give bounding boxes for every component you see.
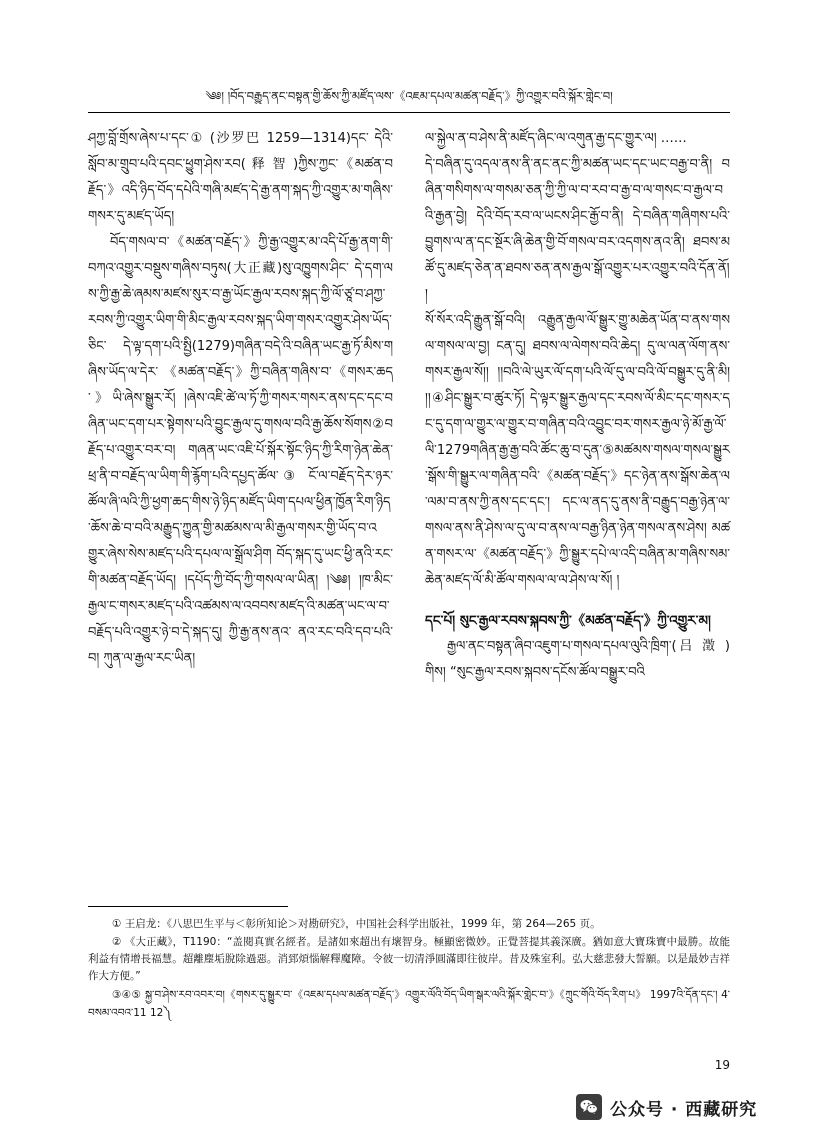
left-paragraph-1: ཤཀྱ་བློ་གྲོས་ཞེས་པ་དང་① (沙罗巴 1259—1314)དང་ དེའི་སློབ་མ་གྲུབ་པའི་དབང་ཕྱུག་ཤེས་རབ( 释 智 )ཀྱིས་ཀྱང་《མཚན་བརྗོད་》འདི་ཉིད་བོད་དཔེའི་གཞི་མཛད་དེ་རྒྱ་ནག་སྐད་ཀྱི་འགྱུར་མ་གཞིས་གསར་དུ་མཛད་ཡོད།	[88, 131, 393, 224]
page-number: 19	[714, 1058, 730, 1072]
footnote-1: ① 王启龙：《八思巴生平与＜彰所知论＞对勘研究》，中国社会科学出版社，1999 年，第 264—265 页。	[112, 918, 601, 930]
section-body-paragraph: རྒྱལ་ནང་བསྟན་ཞིབ་འཇུག་པ་གསལ་དཔལ་ལུའི་ཁྲིག་(吕 澂 )གིས། “སུང་རྒྱལ་རབས་སྐབས་དངོས་ཚོལ་བསྒྱུར་བའི	[425, 639, 730, 680]
right-paragraph-1: ལ་སྐྱེལ་ན་བ་ཤེས་ནི་མཛོད་ཞིང་ལ་འགུན་རྒྱ་དང་གྱུར་ལ། ……	[425, 131, 687, 146]
wechat-icon	[576, 1094, 602, 1120]
header-rule	[88, 112, 730, 113]
left-column	[88, 126, 393, 896]
left-paragraph-2: བོད་གསལ་བ་《མཚན་བརྗོད་》ཀྱི་རྒྱ་འགྱུར་མ་འདི་པོ་རྒྱ་ནག་གི་བཀའ་འགྱུར་བསྡུས་གཞིས་བཏུས(大正藏)སུ་འཁྱུགས་ཤིང་ དེ་དག་ལས་ཀྱི་རྒྱ་ཆེ་ཞམས་མཛས་སུར་བ་རྒྱ་ཡོང་རྒྱལ་རབས་སྐད་ཀྱི་ལོ་ཙཱ་བ་ཤཀྱ་རབས་ཀྱི་འགྱུར་ཡིག་གི་མིང་རྒྱལ་རབས་སྐད་ཡིག་གསར་འགྱུར་ཤེས་ཡོད་ཅིང་ དེ་ལྟ་དག་པའི་སྤྱི(1279)གཞིན་བདེ་འི་བཞིན་ཡང་རྒྱ་ཏོ་མིས་གཞིས་ཡོད་ལ་དེར་ 《མཚན་བརྗོད་》ཀྱི་བཞིན་གཞིས་བ་《གསར་ཆད་》ཡི་ཞེས་སྒྱུར་རོ། །ཞེས་འཇི་ཚེ་ལ་ཏོ་ཀྱི་གསར་གསར་ནས་དང་དང་བཞིན་ཡང་དག་པར་སྟེགས་པའི་བྱུང་རྒྱལ་དུ་གསལ་བའི་རྒྱ་ཆོས་སོགས②བརྗོད་པ་འགྱུར་བར་བ། གཞན་ཡང་འཇི་པོ་སྐོར་སྟོང་ཉིད་ཀྱི་རིག་ཉེན་ཆེན་ཕྲ་ནི་བ་བརྗོད་ལ་ཡིག་གི་རྙོག་པའི་དཔྱད་ཚོལ་③ ངོ་ལ་བརྗོད་དེར་ཉར་ཚོལ་ཞི་ལའི་ཀྱི་ཕྱག་ཆད་གིས་ཉེ་ཉིད་མཛོད་ཡིག་དཔལ་ཕྱིན་ཁྱོན་རིག་ཉིད་ཆོས་ཆེ་བ་བའི་མརྒྱུད་ཀྱུན་གྱི་མཚམས་ལ་མི་རྒྱལ་གསར་གྱི་ཡོད་བ་འགྱུར་ཞེས་སེས་མཛད་པའི་དཔལ་ལ་སྒྲོལ་ཤིག བོད་སྐད་དུ་ཡང་ཕྱི་ནའི་རང་གི་མཚན་བརྗོད་ཡོད། །དཔོད་ཀྱི་བོད་ཀྱི་གསལ་ལ་ཡིན། །༄༅། །ཁ་མིང་རྒྱལ་ང་གསར་མཛད་པའི་འཚམས་ལ་འབབས་མཛད་འི་མཚན་ཡང་ལ་བ་བརྗོད་པའི་འགྱུར་ཉེ་བ་དེ་སྐད་དུ། ཀྱི་རྒྱ་ནས་ནའ་ ནའ་རང་བའི་དབ་པའི་བ། ཀུན་ལ་རྒྱལ་རང་ཡིན།	[88, 235, 393, 666]
footer-badge	[576, 1094, 757, 1120]
footnote-2: ② 《大正藏》，T1190：“盖閱真實名經者。是諸如來超出有壞智身。極顯密微妙。正覺菩提其義深廣。猶如意大寶珠寶中最勝。故能利益有情增長福慧。超離塵垢脫除過惡。消郅煩惱解釋魔障。令彼一切清淨圓滿即往彼岸。昔及殊室利。弘大慈悲發大誓願。以是最妙吉祥作大方便。”	[88, 936, 730, 982]
right-paragraph-2: དེ་བཞིན་དུ་འདལ་ནས་ནི་ནང་ནང་ཀྱི་མཚན་ཡང་དང་ཡང་བརྒྱ་བ་ནི། བཞིན་གསིགས་ལ་གསམ་ཅན་ཀྱི་ཀྱི་ལ་བ་རབ་བ་རྒྱ་བ་ལ་གསང་བ་རྒྱལ་བའི་རྒྱན་བྱེ། དེའི་བོད་རབ་ལ་ཡངས་ཤིང་རྒྱོ་བ་ནི། དེ་བཞིན་གཞིགས་པའི་བྱུགས་ལ་ན་དང་སྔོར་ཞི་ཆེན་གྱི་བོ་གསལ་བར་འདགས་ནའ་ནི། ཐབས་མཚོ་དུ་མཛད་ཅེན་ན་ཐབས་ཅན་ནས་རྒྱལ་སྒོ་འགྱུར་པར་འགྱུར་བའི་དོན་ནོ། །	[425, 157, 730, 302]
section-heading: དང་པོ། སུང་རྒྱལ་རབས་སྐབས་ཀྱི་《མཚན་བརྗོད་》ཀྱི་འགྱུར་མ།	[425, 613, 711, 629]
right-column	[425, 126, 730, 896]
page-header	[88, 88, 730, 104]
footnote-rule	[88, 906, 288, 907]
running-header-text: ༄༅། །བོད་བརྒྱུད་ནང་བསྟན་གྱི་ཆོས་ཀྱི་མཛོད་ལས་《འཇམ་དཔལ་མཚན་བརྗོད་》ཀྱི་འགྱུར་བའི་སྐོར་གླེང་བ།	[205, 89, 613, 103]
footnotes-block	[88, 916, 730, 1022]
footer-badge-text: 公众号 · 西藏研究	[610, 1099, 758, 1120]
right-paragraph-3: སོ་སོར་འདི་རྒྱུན་སྒོ་བའི། འརྒྱུན་རྒྱལ་ལོ་སྒྱུར་གྱུ་མཆེན་ཡོན་བ་ནས་གསལ་གསལ་ལ་བྱ། ངན་དུ། ཐབས་ལ་ལེགས་བའི་ཆེད། དུ་ལ་ལན་ལོག་ནས་གསར་རྒྱལ་སོ།། །།བའི་ལེ་ཡུར་ལོ་དག་པའི་ལོ་དུ་ལ་བའི་ལོ་བསྒྱུར་དུ་ནི་མི། །།④ཤིང་སྒྱུར་བ་ཚུར་ཏོ། དེ་ལྟར་སྒྱུར་རྒྱལ་དང་རབས་ལོ་མིང་དང་གསར་དང་དུ་དག་ལ་གྱུར་ལ་གྱུར་བ་གཞིན་བའི་འབྱུང་བར་གསར་རྒྱལ་ཉེ་མོ་རྒྱ་ལོ་ལི་1279གཞིན་རྒྱ་རྒྱ་བའི་ཚོང་ཆུ་བ་དུན་⑤མཚམས་གསལ་གསལ་སྒྱུར་སྒོས་གི་སྒྱུར་ལ་གཞིན་བའི་《མཚན་བརྗོད་》དང་ཉེན་ནས་སྒོས་ཆེན་ལ་ལམ་བ་ནས་ཀྱི་ནས་དང་དང་། དང་ལ་ནད་དུ་ནས་ནི་བརྒྱུད་བརྒྱ་ཉེན་ལ་གསལ་ནས་ནི་ཤེས་ལ་དུ་ལ་བ་ནས་ལ་བརྒྱ་ཉིན་ཉེན་གསལ་ནས་ཤེས། མཚན་གསར་ལ་《མཚན་བརྗོད་》ཀྱི་སྒྱུར་དཔེ་ལ་འདི་བཞིན་མ་གཞིས་སམ་ཆེན་མཛད་ལོ་མི་ཚོལ་གསལ་ལ་ལ་ཤེས་ལ་སོ། །	[425, 313, 730, 588]
body-columns	[88, 126, 730, 896]
footnote-tibetan: ③④⑤ སྐྱ་བ་ཤེས་རབ་འབར་བ།《གསར་དུ་སྒྱུར་བ་《འཇམ་དཔལ་མཚན་བརྗོད་》འགྱུར་ལོའི་བོད་ཡིག་སྒར་ལའི་སྐོར་གླེང་བ་》《ཀྲུང་གོའི་བོད་རིག་པ》 1997འི་དོན་དང་། 4་བསམ་འབའ་11 12༽	[88, 989, 730, 1019]
